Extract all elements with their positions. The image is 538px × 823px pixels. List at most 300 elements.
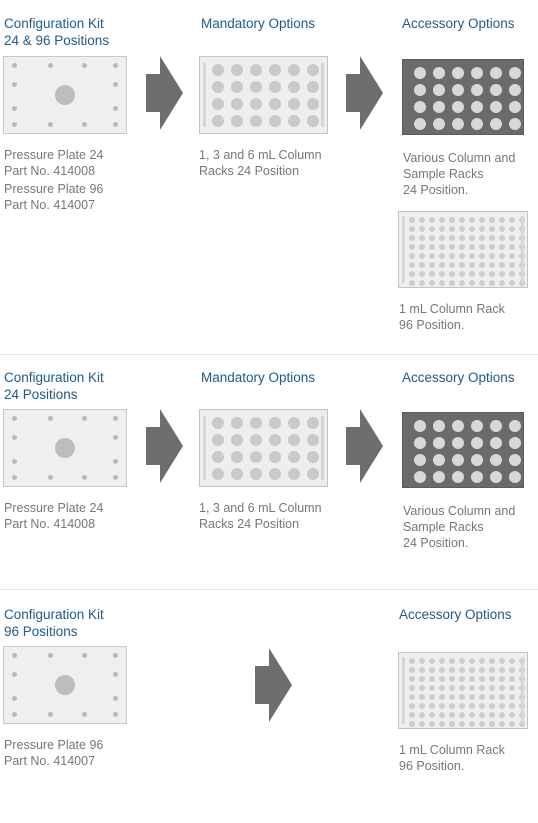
rack-well <box>419 280 425 286</box>
rack-well <box>452 437 464 449</box>
rack-well <box>459 694 465 700</box>
section1-accessory-heading: Accessory Options <box>402 16 515 31</box>
rack-well <box>231 417 243 429</box>
rack-well <box>288 451 300 463</box>
rack-well <box>452 471 464 483</box>
rack-well <box>288 417 300 429</box>
rack-well <box>489 262 495 268</box>
section2-plate-caption: Pressure Plate 24 Part No. 414008 <box>4 501 104 531</box>
rack-well <box>499 262 505 268</box>
rack-well <box>469 235 475 241</box>
rack-well <box>479 253 485 259</box>
arrow-right-icon <box>146 56 183 130</box>
rack-well <box>307 417 319 429</box>
rack-well <box>429 676 435 682</box>
rack-well <box>307 98 319 110</box>
rack-well <box>471 67 483 79</box>
rack-well <box>469 262 475 268</box>
rack-well <box>449 235 455 241</box>
rack-well <box>409 280 415 286</box>
rack-well <box>489 226 495 232</box>
rack-well <box>509 118 521 130</box>
rack-well <box>429 271 435 277</box>
rack-well <box>409 712 415 718</box>
rack-well <box>449 694 455 700</box>
rack-well <box>459 703 465 709</box>
rack-well <box>409 244 415 250</box>
arrow-right-icon <box>146 409 183 483</box>
rack-well <box>469 280 475 286</box>
rack-well <box>429 226 435 232</box>
rack-well <box>459 217 465 223</box>
rack-well <box>307 434 319 446</box>
rack-well <box>419 721 425 727</box>
column-rack-24-image <box>199 56 328 134</box>
arrow-right-icon <box>255 648 292 722</box>
rack-well <box>439 244 445 250</box>
mounting-hole <box>12 122 17 127</box>
rack-well <box>469 703 475 709</box>
rack-well <box>409 235 415 241</box>
rack-well <box>433 101 445 113</box>
section2-mandatory-caption: 1, 3 and 6 mL Column Racks 24 Position <box>199 501 322 531</box>
rack-well <box>409 667 415 673</box>
rack-well <box>250 434 262 446</box>
mounting-hole <box>82 63 87 68</box>
rack-well <box>449 721 455 727</box>
section2-mandatory-heading: Mandatory Options <box>201 370 316 385</box>
rack-well <box>452 67 464 79</box>
rack-well <box>469 253 475 259</box>
rack-well <box>414 118 426 130</box>
rack-well <box>509 676 515 682</box>
rack-well <box>471 84 483 96</box>
rack-well <box>459 685 465 691</box>
rack-well <box>509 262 515 268</box>
mounting-hole <box>12 475 17 480</box>
sample-rack-24-dark-image <box>402 59 524 135</box>
rack-well <box>509 226 515 232</box>
rack-well <box>489 235 495 241</box>
rack-well <box>469 244 475 250</box>
mounting-hole <box>113 106 118 111</box>
rack-well <box>307 81 319 93</box>
rack-well <box>433 454 445 466</box>
rack-rail <box>203 63 206 127</box>
center-port <box>55 675 75 695</box>
rack-well <box>414 420 426 432</box>
rack-well <box>414 84 426 96</box>
rack-well <box>414 67 426 79</box>
rack-well <box>499 712 505 718</box>
rack-well <box>439 253 445 259</box>
rack-well <box>250 115 262 127</box>
mounting-hole <box>82 712 87 717</box>
rack-well <box>459 262 465 268</box>
rack-well <box>489 676 495 682</box>
section2-accessory-caption: Various Column and Sample Racks 24 Position. <box>403 504 516 550</box>
rack-well <box>509 84 521 96</box>
rack-well <box>307 451 319 463</box>
rack-well <box>489 217 495 223</box>
rack-well <box>449 226 455 232</box>
rack-well <box>439 703 445 709</box>
rack-well <box>489 703 495 709</box>
rack-well <box>489 658 495 664</box>
rack-well <box>409 271 415 277</box>
rack-well <box>490 437 502 449</box>
rack-well <box>509 271 515 277</box>
rack-well <box>409 676 415 682</box>
rack-well <box>479 685 485 691</box>
rack-well <box>231 115 243 127</box>
rack-well <box>499 217 505 223</box>
rack-well <box>419 244 425 250</box>
rack-well <box>231 81 243 93</box>
rack-well <box>469 658 475 664</box>
rack-well <box>509 454 521 466</box>
rack-well <box>429 685 435 691</box>
mounting-hole <box>12 82 17 87</box>
rack-well <box>499 253 505 259</box>
section-divider <box>0 354 538 355</box>
rack-well <box>469 217 475 223</box>
rack-well <box>452 118 464 130</box>
rack-well <box>479 658 485 664</box>
rack-well <box>459 226 465 232</box>
rack-well <box>439 712 445 718</box>
section2-accessory-heading: Accessory Options <box>402 370 515 385</box>
rack-well <box>269 64 281 76</box>
rack-well <box>269 434 281 446</box>
rack-well <box>419 667 425 673</box>
rack-well <box>250 98 262 110</box>
rack-well <box>231 64 243 76</box>
rack-well <box>509 721 515 727</box>
section3-accessory-heading: Accessory Options <box>399 607 512 622</box>
rack-well <box>429 658 435 664</box>
rack-well <box>429 712 435 718</box>
sample-rack-24-dark-image <box>402 412 524 488</box>
rack-well <box>414 454 426 466</box>
rack-well <box>429 703 435 709</box>
rack-well <box>307 64 319 76</box>
mounting-hole <box>12 712 17 717</box>
mounting-hole <box>113 459 118 464</box>
section3-accessory-caption: 1 mL Column Rack 96 Position. <box>399 743 505 773</box>
rack-well <box>449 712 455 718</box>
rack-well <box>469 226 475 232</box>
rack-well <box>509 101 521 113</box>
mounting-hole <box>113 122 118 127</box>
column-rack-96-image <box>398 652 528 729</box>
mounting-hole <box>82 475 87 480</box>
rack-well <box>509 703 515 709</box>
rack-well <box>490 454 502 466</box>
rack-well <box>212 64 224 76</box>
section1-kit-heading: Configuration Kit 24 & 96 Positions <box>4 16 110 48</box>
rack-well <box>499 235 505 241</box>
rack-well <box>509 280 515 286</box>
rack-well <box>414 471 426 483</box>
mounting-hole <box>82 653 87 658</box>
section3-plate-caption: Pressure Plate 96 Part No. 414007 <box>4 738 104 768</box>
rack-well <box>459 280 465 286</box>
section2-kit-heading: Configuration Kit 24 Positions <box>4 370 104 402</box>
rack-well <box>489 721 495 727</box>
rack-well <box>419 676 425 682</box>
rack-well <box>489 685 495 691</box>
rack-well <box>409 262 415 268</box>
column-rack-24-image <box>199 409 328 487</box>
rack-rail <box>521 657 524 724</box>
rack-well <box>499 244 505 250</box>
arrow-right-icon <box>346 56 383 130</box>
rack-well <box>250 64 262 76</box>
rack-well <box>449 244 455 250</box>
rack-well <box>509 235 515 241</box>
column-rack-96-image <box>398 211 528 288</box>
rack-well <box>509 694 515 700</box>
rack-well <box>499 271 505 277</box>
rack-well <box>479 217 485 223</box>
mounting-hole <box>12 696 17 701</box>
pressure-plate-image <box>3 56 127 134</box>
rack-well <box>479 712 485 718</box>
rack-well <box>471 471 483 483</box>
mounting-hole <box>48 475 53 480</box>
rack-well <box>269 451 281 463</box>
rack-well <box>471 118 483 130</box>
mounting-hole <box>82 122 87 127</box>
mounting-hole <box>113 82 118 87</box>
rack-well <box>439 721 445 727</box>
rack-well <box>449 262 455 268</box>
rack-rail <box>402 216 405 283</box>
rack-well <box>471 420 483 432</box>
rack-well <box>409 685 415 691</box>
rack-well <box>489 712 495 718</box>
mounting-hole <box>48 416 53 421</box>
rack-well <box>489 271 495 277</box>
rack-rail <box>203 416 206 480</box>
rack-well <box>439 226 445 232</box>
rack-well <box>212 417 224 429</box>
rack-well <box>459 658 465 664</box>
rack-well <box>419 685 425 691</box>
rack-well <box>433 118 445 130</box>
rack-well <box>212 115 224 127</box>
rack-well <box>489 244 495 250</box>
rack-well <box>439 271 445 277</box>
rack-well <box>452 101 464 113</box>
rack-well <box>459 253 465 259</box>
rack-well <box>469 667 475 673</box>
section3-kit-heading: Configuration Kit 96 Positions <box>4 607 104 639</box>
rack-well <box>509 712 515 718</box>
rack-well <box>469 712 475 718</box>
rack-well <box>307 115 319 127</box>
rack-well <box>419 271 425 277</box>
rack-well <box>449 271 455 277</box>
rack-well <box>419 217 425 223</box>
rack-well <box>288 64 300 76</box>
rack-rail <box>521 216 524 283</box>
rack-well <box>479 280 485 286</box>
section-divider <box>0 589 538 590</box>
rack-well <box>499 226 505 232</box>
rack-well <box>449 658 455 664</box>
mounting-hole <box>82 416 87 421</box>
rack-well <box>419 226 425 232</box>
rack-well <box>449 685 455 691</box>
rack-well <box>490 118 502 130</box>
rack-well <box>509 244 515 250</box>
rack-well <box>490 67 502 79</box>
rack-well <box>212 81 224 93</box>
section1-plate-caption: Pressure Plate 24 Part No. 414008 Pressure Plate 96 Part No. 414007 <box>4 148 104 212</box>
mounting-hole <box>113 435 118 440</box>
rack-well <box>269 98 281 110</box>
rack-rail <box>321 63 324 127</box>
rack-well <box>479 235 485 241</box>
mounting-hole <box>113 653 118 658</box>
rack-well <box>489 694 495 700</box>
rack-well <box>269 417 281 429</box>
rack-well <box>509 667 515 673</box>
mounting-hole <box>113 696 118 701</box>
rack-well <box>231 98 243 110</box>
rack-well <box>449 676 455 682</box>
rack-rail <box>321 416 324 480</box>
mounting-hole <box>48 712 53 717</box>
pressure-plate-image <box>3 409 127 487</box>
rack-well <box>509 253 515 259</box>
rack-well <box>479 226 485 232</box>
rack-well <box>459 676 465 682</box>
rack-well <box>439 658 445 664</box>
rack-well <box>489 280 495 286</box>
rack-well <box>439 694 445 700</box>
rack-well <box>489 667 495 673</box>
rack-well <box>479 244 485 250</box>
rack-well <box>469 685 475 691</box>
rack-well <box>452 84 464 96</box>
rack-well <box>419 262 425 268</box>
rack-well <box>212 434 224 446</box>
rack-well <box>250 468 262 480</box>
rack-well <box>479 676 485 682</box>
rack-well <box>439 262 445 268</box>
rack-well <box>269 115 281 127</box>
rack-well <box>429 235 435 241</box>
mounting-hole <box>113 672 118 677</box>
rack-well <box>479 667 485 673</box>
rack-well <box>231 434 243 446</box>
mounting-hole <box>48 653 53 658</box>
rack-well <box>414 437 426 449</box>
rack-well <box>419 658 425 664</box>
rack-well <box>409 217 415 223</box>
rack-well <box>499 676 505 682</box>
rack-well <box>429 217 435 223</box>
rack-well <box>439 676 445 682</box>
rack-well <box>429 262 435 268</box>
rack-well <box>433 84 445 96</box>
rack-well <box>433 420 445 432</box>
rack-well <box>288 434 300 446</box>
rack-well <box>429 280 435 286</box>
mounting-hole <box>113 712 118 717</box>
rack-well <box>499 685 505 691</box>
mounting-hole <box>12 435 17 440</box>
rack-well <box>459 712 465 718</box>
rack-well <box>489 253 495 259</box>
rack-well <box>459 235 465 241</box>
rack-well <box>479 694 485 700</box>
rack-well <box>479 271 485 277</box>
rack-well <box>429 244 435 250</box>
rack-well <box>490 420 502 432</box>
rack-well <box>499 658 505 664</box>
rack-well <box>433 437 445 449</box>
rack-well <box>429 253 435 259</box>
rack-well <box>499 694 505 700</box>
rack-well <box>409 226 415 232</box>
rack-well <box>469 271 475 277</box>
rack-well <box>499 667 505 673</box>
rack-well <box>490 84 502 96</box>
rack-well <box>269 81 281 93</box>
rack-well <box>288 468 300 480</box>
rack-well <box>490 101 502 113</box>
section1-mandatory-heading: Mandatory Options <box>201 16 316 31</box>
rack-well <box>471 454 483 466</box>
rack-well <box>439 217 445 223</box>
rack-well <box>479 703 485 709</box>
rack-well <box>499 703 505 709</box>
rack-well <box>459 244 465 250</box>
mounting-hole <box>48 63 53 68</box>
section1-accessory-caption-96: 1 mL Column Rack 96 Position. <box>399 302 505 332</box>
rack-well <box>212 98 224 110</box>
rack-well <box>469 676 475 682</box>
rack-well <box>288 81 300 93</box>
rack-well <box>509 685 515 691</box>
rack-well <box>288 98 300 110</box>
mounting-hole <box>113 63 118 68</box>
rack-well <box>419 712 425 718</box>
rack-well <box>429 694 435 700</box>
mounting-hole <box>113 416 118 421</box>
rack-well <box>459 271 465 277</box>
rack-well <box>250 81 262 93</box>
rack-well <box>499 721 505 727</box>
rack-well <box>414 101 426 113</box>
center-port <box>55 85 75 105</box>
mounting-hole <box>12 672 17 677</box>
center-port <box>55 438 75 458</box>
rack-well <box>509 437 521 449</box>
rack-well <box>449 280 455 286</box>
mounting-hole <box>12 63 17 68</box>
rack-well <box>509 420 521 432</box>
mounting-hole <box>12 106 17 111</box>
rack-well <box>499 280 505 286</box>
mounting-hole <box>12 459 17 464</box>
rack-well <box>509 217 515 223</box>
rack-well <box>449 253 455 259</box>
